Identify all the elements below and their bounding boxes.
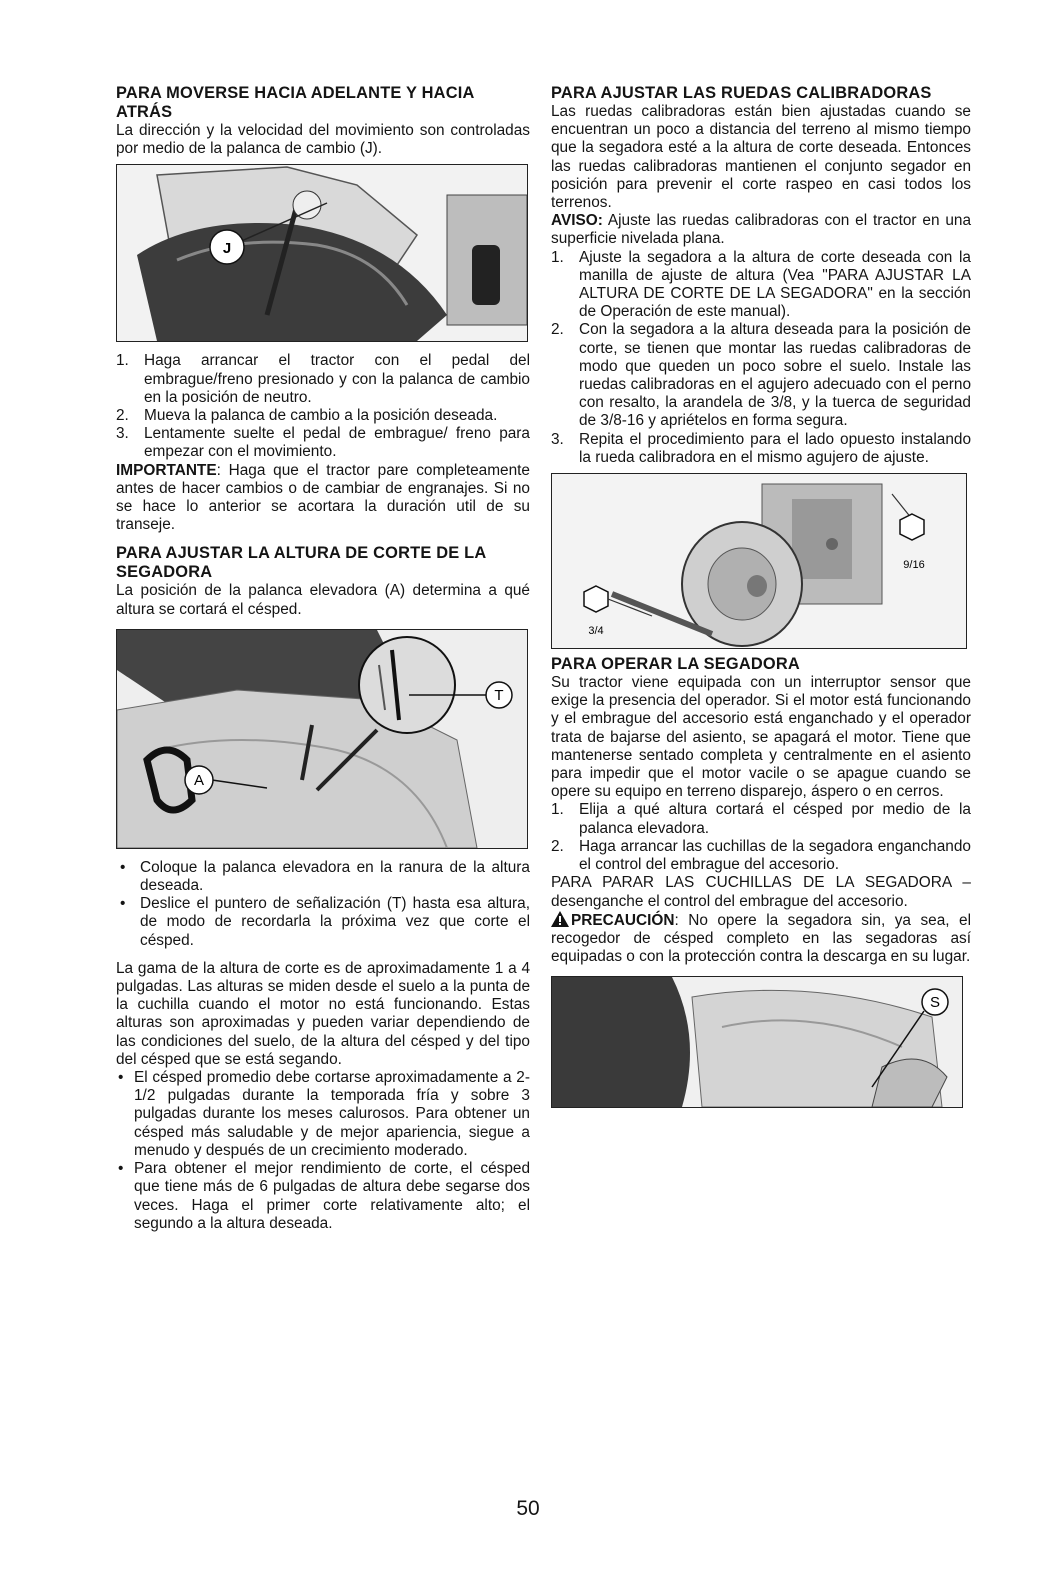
- section-title-operate: PARA OPERAR LA SEGADORA: [551, 655, 800, 674]
- list-item: • Deslice el puntero de señalización (T) hasta esa altura, de modo de recordarla la próxima vez que corte el césped.: [116, 895, 530, 950]
- warning-triangle-icon: [551, 911, 569, 927]
- list-item: • El césped promedio debe cortarse aproximadamente a 2-1/2 pulgadas durante la temporada fría y sobre 3 pulgadas durante los meses calurosos. Para obtener un césped más saludable y de mejor apariencia, siegue a menudo y después de un crecimiento moderado.: [116, 1069, 530, 1160]
- callout-s-label: S: [929, 994, 941, 1012]
- move-steps: [116, 352, 530, 461]
- section-intro-move: La dirección y la velocidad del movimiento son controladas por medio de la palanca de cambio (J).: [116, 122, 530, 158]
- important-note: IMPORTANTE: Haga que el tractor pare completeamente antes de hacer cambios o de cambiar de engranajes. Si no se hace lo anterior se acortara la duración util de su transeje.: [116, 461, 530, 534]
- shift-lever-illustration: [117, 165, 527, 341]
- bolt-head-icon: [584, 586, 608, 612]
- wrench-size-916: 9/16: [903, 559, 925, 572]
- gauge-wheel-illustration: [552, 474, 966, 648]
- lift-lever-illustration: [117, 630, 527, 848]
- page-number: 50: [516, 1497, 540, 1520]
- discharge-guard-illustration: [552, 977, 962, 1107]
- operate-steps: [551, 801, 971, 874]
- nut-icon: [900, 514, 924, 540]
- list-item: • Coloque la palanca elevadora en la ranura de la altura deseada.: [116, 859, 530, 895]
- caution-label: PRECAUCIÓN: [571, 911, 675, 929]
- wrench-size-34: 3/4: [588, 625, 604, 638]
- list-item: • Para obtener el mejor rendimiento de corte, el césped que tiene más de 6 pulgadas de altura debe segarse dos veces. Haga el primer corte relativamente alto; el segundo a la altura deseada.: [116, 1160, 530, 1233]
- stop-blades-note: PARA PARAR LAS CUCHILLAS DE LA SEGADORA – desenganche el control del embrague del accesorio.: [551, 874, 971, 910]
- list-item: 2. Haga arrancar las cuchillas de la segadora enganchando el control del embrague del accesorio.: [551, 837, 971, 874]
- cut-height-sub-bullets: [116, 1069, 530, 1233]
- list-item: 3. Lentamente suelte el pedal de embrague/ freno para empezar con el movimiento.: [116, 425, 530, 461]
- list-item: 1. Elija a qué altura cortará el césped por medio de la palanca elevadora.: [551, 801, 971, 837]
- right-column: [551, 84, 971, 1108]
- section-title-move: PARA MOVERSE HACIA ADELANTE Y HACIA ATRÁS: [116, 84, 474, 121]
- list-item: 2. Con la segadora a la altura deseada para la posición de corte, se tienen que montar las ruedas calibradoras de modo que queden un poco sobre el suelo. Instale las ruedas calibradoras en el agujero adecuado con el perno con resalto, la arandela de 3/8, y la tuerca de seguridad de 3/8-16 y apriételos en forma segura.: [551, 321, 971, 430]
- section-intro-operate: Su tractor viene equipada con un interruptor sensor que exige la presencia del operador. Si el motor está funcionando y el embrague del accesorio está enganchado y el operador trata de bajarse del asiento, se apagará el motor. Tiene que mantenerse sentado completa y centralmente en el asiento para impedir que el motor vacile o se apague cuando se opere su equipo en terreno disparejo, áspero o en cerros.: [551, 674, 971, 801]
- section-title-cut-height: PARA AJUSTAR LA ALTURA DE CORTE DE LA SEGADORA: [116, 544, 486, 582]
- callout-t-label: T: [494, 686, 504, 704]
- figure-discharge-guard: [551, 976, 963, 1108]
- figure-gauge-wheel: [551, 473, 967, 649]
- cut-height-paragraph: La gama de la altura de corte es de aproximadamente 1 a 4 pulgadas. Las alturas se miden desde el suelo a la punta de la cuchilla cuando el motor no está funcionando. Estas alturas son aproximadas y pueden variar dependiendo de las condiciones del suelo, de la altura del césped y del tipo del césped que se está segando.: [116, 959, 530, 1068]
- list-item: 1. Ajuste la segadora a la altura de corte deseada con la manilla de ajuste de altura (Vea "PARA AJUSTAR LA ALTURA DE CORTE DE LA SEGADORA" en la sección de Operación de este manual).: [551, 248, 971, 321]
- list-item: 3. Repita el procedimiento para el lado opuesto instalando la rueda calibradora en el mismo agujero de ajuste.: [551, 430, 971, 466]
- list-item: 2. Mueva la palanca de cambio a la posición deseada.: [116, 407, 498, 425]
- important-label: IMPORTANTE: [116, 461, 217, 479]
- cut-height-bullets: [116, 859, 530, 950]
- figure-shift-lever: [116, 164, 528, 342]
- left-column: [116, 84, 530, 1233]
- figure-lift-lever: [116, 629, 528, 849]
- section-title-gauge-wheels: PARA AJUSTAR LAS RUEDAS CALIBRADORAS: [551, 84, 932, 102]
- section-intro-cut-height: La posición de la palanca elevadora (A) determina a qué altura se cortará el césped.: [116, 582, 530, 618]
- section-intro-gauge-wheels: Las ruedas calibradoras están bien ajustadas cuando se encuentran un poco a distancia del terreno al mismo tiempo que la segadora esté a la altura de corte deseada. Entonces las ruedas calibradoras mantienen el conjunto segador en posición para prevenir el corte raspeo en casi todos los terrenos.: [551, 103, 971, 212]
- aviso-note: AVISO: Ajuste las ruedas calibradoras con el tractor en una superficie nivelada plana.: [551, 212, 971, 248]
- aviso-label: AVISO:: [551, 212, 603, 230]
- caution-note: PRECAUCIÓN: No opere la segadora sin, ya sea, el recogedor de césped completo en las segadoras así equipadas o con la protección contra la descarga en su lugar.: [551, 911, 971, 966]
- list-item: 1. Haga arrancar el tractor con el pedal del embrague/freno presionado y con la palanca de cambio en la posición de neutro.: [116, 352, 530, 406]
- callout-j-label: J: [222, 240, 232, 258]
- callout-a-label: A: [193, 771, 205, 789]
- gauge-wheel-steps: [551, 249, 971, 467]
